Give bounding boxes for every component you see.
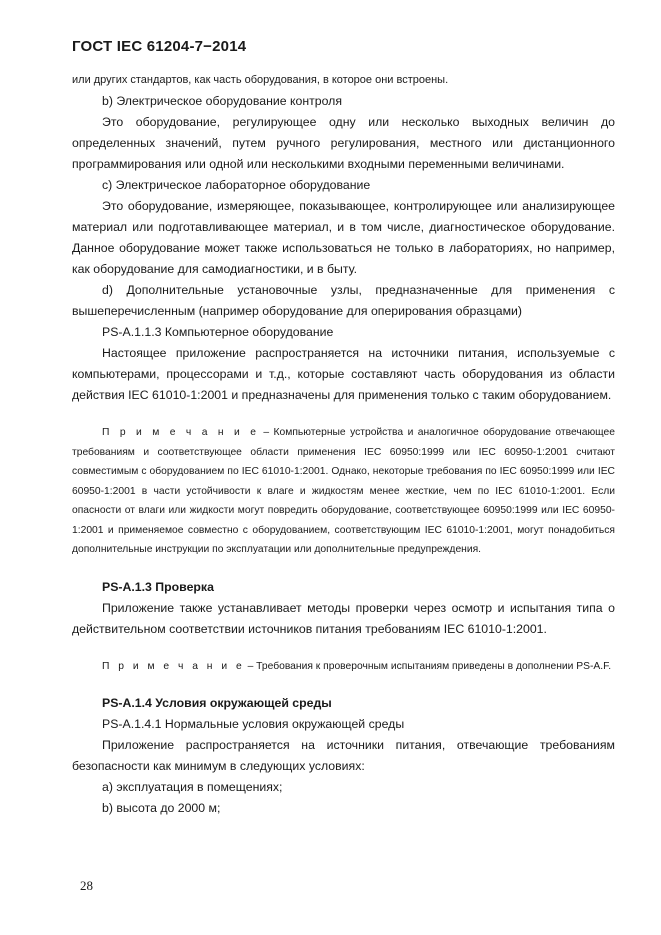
section-heading-environment: PS-A.1.4 Условия окружающей среды	[102, 696, 332, 710]
paragraph-verification: Приложение также устанавливает методы проверки через осмотр и испытания типа о действительном соответствии источников питания требованиям IEC 61010-1:2001.	[72, 600, 615, 636]
paragraph-lab-equipment: Это оборудование, измеряющее, показывающее, контролирующее или анализирующее материал или подготавливающее материал, и в том числе, диагностическое оборудование. Данное оборудование может также использоваться не только в лабораториях, но например, как оборудование для самодиагностики, и в быту.	[72, 199, 615, 276]
note-label: П р и м е ч а н и е	[102, 427, 259, 438]
page-number: 28	[80, 878, 93, 893]
section-heading-verification: PS-A.1.3 Проверка	[102, 579, 214, 594]
note-text: – Компьютерные устройства и аналогичное оборудование отвечающее требованиям и соответствующее области применения IEC 60950:1999 или IEC 60950-1:2001 считают совместимым с оборудованием по IEC 61010-1:2001. Однако, некоторые требования по IEC 60950:1999 или IEC 60950-1:2001 в части устойчивости к влаге и жидкостям менее жесткие, чем по IEC 61010-1:2001. Если опасности от влаги или жидкости могут повредить оборудование, соответствующее 60950:1999 или IEC 60950-1:2001 и применяемое совместно с оборудованием, соответствующим IEC 61010-1:2001, могут понадобиться дополнительные инструкции по эксплуатации или дополнительные предупреждения.	[72, 427, 615, 555]
document-body	[72, 70, 615, 819]
paragraph-computer-equipment: Настоящее приложение распространяется на источники питания, используемые с компьютерами, процессорами и т.д., которые составляют часть оборудования из области действия IEC 61010-1:2001 и предназначены для применения только с таким оборудованием.	[72, 346, 615, 402]
subsection-heading-normal-conditions: PS-A.1.4.1 Нормальные условия окружающей среды	[102, 717, 405, 731]
note-label: П р и м е ч а н и е	[102, 660, 245, 672]
note-text: – Требования к проверочным испытаниям приведены в дополнении PS-A.F.	[244, 660, 612, 672]
paragraph-continuation: или других стандартов, как часть оборудования, в которое они встроены.	[72, 74, 449, 86]
list-item-d: d) Дополнительные установочные узлы, предназначенные для применения с вышеперечисленным (например оборудование для оперирования образцами)	[72, 283, 615, 318]
list-item-a-indoor: a) эксплуатация в помещениях;	[102, 780, 283, 794]
list-item-c: c) Электрическое лабораторное оборудование	[102, 178, 371, 192]
paragraph-environment: Приложение распространяется на источники питания, отвечающие требованиям безопасности как минимум в следующих условиях:	[72, 738, 615, 773]
subsection-heading-computer: PS-A.1.1.3 Компьютерное оборудование	[102, 325, 334, 339]
note-computer	[72, 423, 615, 560]
note-verification	[72, 657, 615, 677]
paragraph-control-equipment: Это оборудование, регулирующее одну или несколько выходных величин до определенных значений, путем ручного регулирования, местного или дистанционного программирования или одной или несколькими входными переменными величинами.	[72, 115, 615, 171]
list-item-b-altitude: b) высота до 2000 м;	[102, 801, 221, 815]
list-item-b: b) Электрическое оборудование контроля	[102, 94, 343, 108]
document-header: ГОСТ IEC 61204-7−2014	[72, 38, 247, 55]
